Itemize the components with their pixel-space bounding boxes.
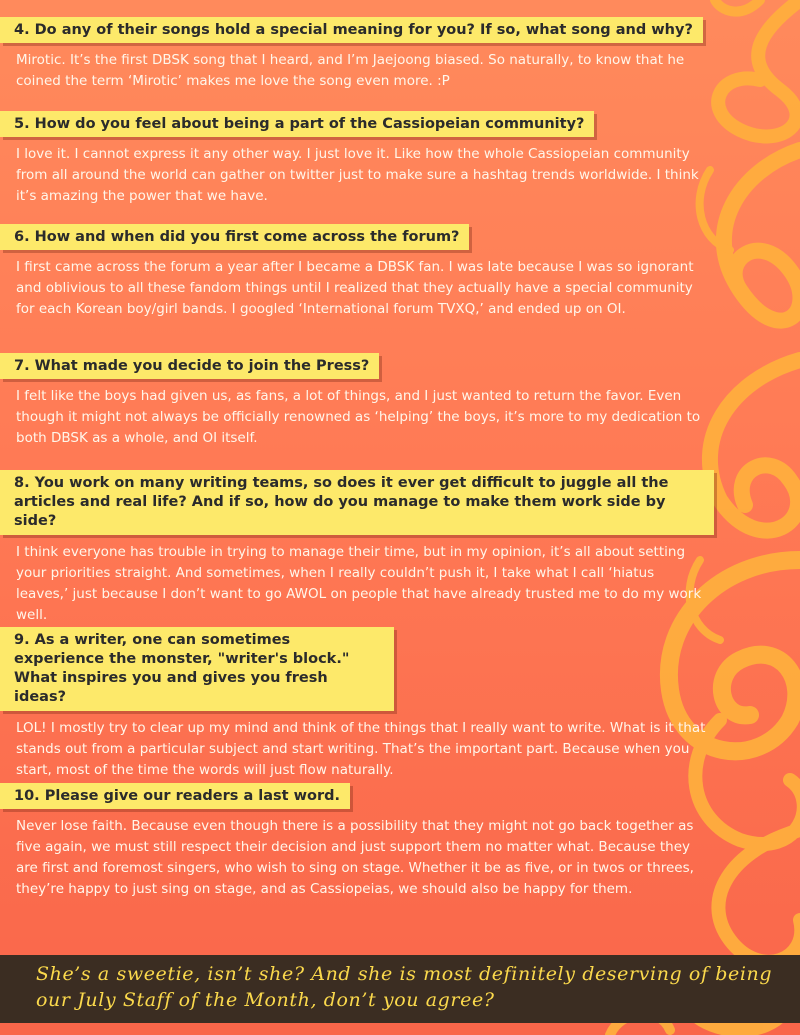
question-heading: 10. Please give our readers a last word. bbox=[0, 783, 350, 809]
answer-text: LOL! I mostly try to clear up my mind and think of the things that I really want to write. What is it that stands out from a particular subject and start writing. That’s the important part. Because when you start, most of the time the words will just flow naturally. bbox=[16, 720, 706, 778]
qa-item-10 bbox=[0, 783, 706, 900]
question-heading: 7. What made you decide to join the Press? bbox=[0, 353, 379, 379]
question-heading: 8. You work on many writing teams, so does it ever get difficult to juggle all the articles and real life? And if so, how do you manage to make them work side by side? bbox=[0, 470, 714, 535]
answer-text: Mirotic. It’s the first DBSK song that I heard, and I’m Jaejoong biased. So naturally, to know that he coined the term ‘Mirotic’ makes me love the song even more. :P bbox=[16, 52, 685, 89]
qa-item-7 bbox=[0, 353, 706, 449]
question-heading: 5. How do you feel about being a part of the Cassiopeian community? bbox=[0, 111, 594, 137]
closing-remark: She’s a sweetie, isn’t she? And she is most definitely deserving of being our July Staff of the Month, don’t you agree? bbox=[36, 963, 773, 1011]
qa-item-4 bbox=[0, 17, 706, 92]
qa-item-5 bbox=[0, 111, 706, 207]
answer-text: I felt like the boys had given us, as fans, a lot of things, and I just wanted to return the favor. Even though it might not always be officially renowned as ‘helping’ the boys, it’s more to my dedication to both DBSK as a whole, and OI itself. bbox=[16, 388, 701, 446]
question-heading: 4. Do any of their songs hold a special meaning for you? If so, what song and why? bbox=[0, 17, 703, 43]
answer-text: Never lose faith. Because even though there is a possibility that they might not go back together as five again, we must still respect their decision and just support them no matter what. Because they are first and foremost singers, who wish to sing on stage. Whether it be as five, or in twos or threes, they’re happy to just sing on stage, and as Cassiopeias, we should also be happy for them. bbox=[16, 818, 694, 897]
answer-text: I first came across the forum a year after I became a DBSK fan. I was late because I was so ignorant and oblivious to all these fandom things until I realized that they actually have a special community for each Korean boy/girl bands. I googled ‘International forum TVXQ,’ and ended up on OI. bbox=[16, 259, 694, 317]
closing-banner bbox=[0, 955, 800, 1023]
question-heading: 9. As a writer, one can sometimes experience the monster, "writer's block." What inspires you and gives you fresh ideas? bbox=[0, 627, 394, 711]
answer-text: I think everyone has trouble in trying to manage their time, but in my opinion, it’s all about setting your priorities straight. And sometimes, when I really couldn’t push it, I take what I call ‘hiatus leaves,’ just because I don’t want to go AWOL on people that have already trusted me to do my work well. bbox=[16, 544, 702, 623]
qa-item-8 bbox=[0, 470, 714, 626]
answer-text: I love it. I cannot express it any other way. I just love it. Like how the whole Cassiopeian community from all around the world can gather on twitter just to make sure a hashtag trends worldwide. I think it’s amazing the power that we have. bbox=[16, 146, 699, 204]
qa-item-9 bbox=[0, 627, 706, 781]
qa-item-6 bbox=[0, 224, 706, 320]
question-heading: 6. How and when did you first come across the forum? bbox=[0, 224, 469, 250]
